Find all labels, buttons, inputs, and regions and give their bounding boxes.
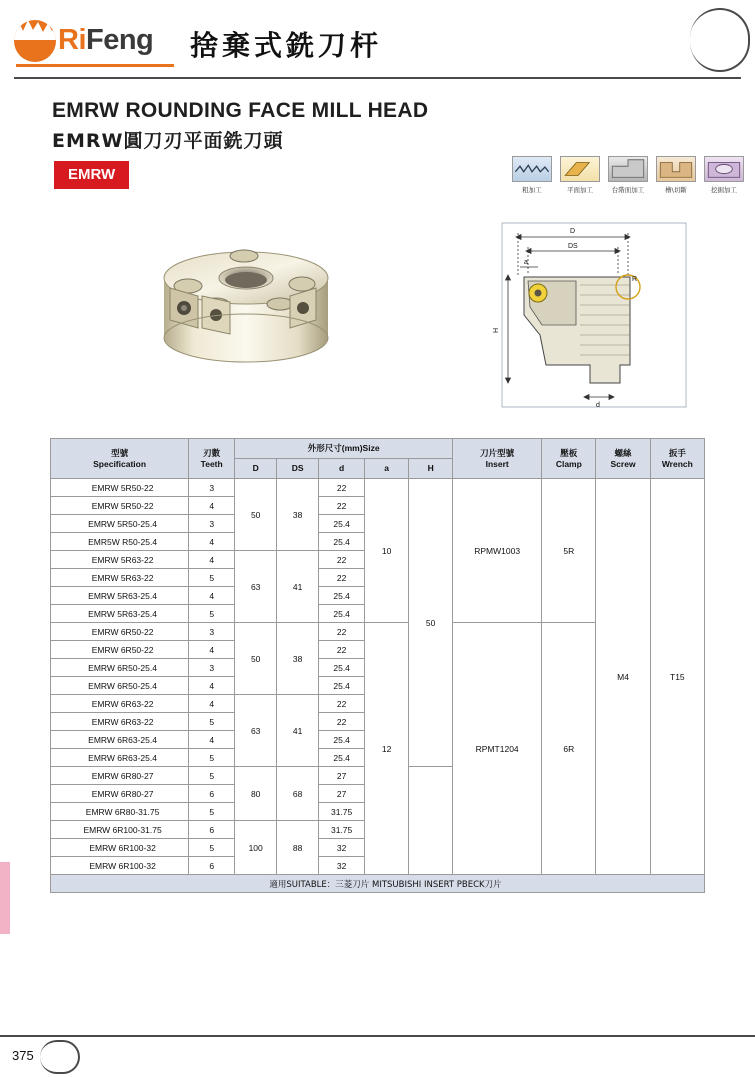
header-size-group: 外形尺寸(mm)Size — [235, 439, 453, 459]
cell-wrench: T15 — [650, 479, 704, 875]
rough-machining-glyph — [513, 157, 551, 181]
cell-d: 22 — [319, 641, 365, 659]
cell-spec: EMRW 6R63-25.4 — [51, 731, 189, 749]
cell-spec: EMRW 6R100-32 — [51, 839, 189, 857]
cell-teeth: 5 — [189, 605, 235, 623]
cell-d: 22 — [319, 713, 365, 731]
cell-d: 25.4 — [319, 515, 365, 533]
icon-caption: 台階面加工 — [611, 186, 645, 194]
cell-DS: 38 — [277, 623, 319, 695]
header-size-D: D — [235, 459, 277, 479]
spec-table-body — [51, 479, 705, 893]
cell-H: 50 — [409, 479, 453, 767]
cell-d: 25.4 — [319, 587, 365, 605]
cell-spec: EMRW 5R63-22 — [51, 569, 189, 587]
header-specification-en: Specification — [93, 458, 147, 469]
cell-clamp: 5R — [542, 479, 596, 623]
header-clamp-cn: 壓板 — [560, 447, 578, 458]
header-teeth — [189, 439, 235, 479]
icon-caption: 槽\切斷 — [665, 186, 687, 194]
cell-spec: EMRW 5R50-22 — [51, 479, 189, 497]
header-size-d: d — [319, 459, 365, 479]
cell-DS: 88 — [277, 821, 319, 875]
product-photo-illustration — [140, 216, 350, 406]
cell-D: 100 — [235, 821, 277, 875]
step-face-machining-icon — [608, 156, 648, 182]
cell-d: 22 — [319, 551, 365, 569]
header-screw-cn: 螺絲 — [614, 447, 632, 458]
logo-word-feng: Feng — [86, 24, 154, 56]
cell-teeth: 4 — [189, 641, 235, 659]
rough-machining-icon — [512, 156, 552, 182]
cell-DS: 38 — [277, 479, 319, 551]
cell-d: 25.4 — [319, 659, 365, 677]
header-screw — [596, 439, 650, 479]
icon-caption: 平面加工 — [567, 186, 593, 194]
cell-spec: EMRW 6R50-25.4 — [51, 677, 189, 695]
logo-underline — [16, 64, 174, 67]
icon-item-step-face — [608, 156, 648, 194]
cell-a: 12 — [365, 623, 409, 875]
cell-d: 25.4 — [319, 605, 365, 623]
cell-insert: RPMT1204 — [453, 623, 542, 875]
cell-spec: EMRW 6R80-27 — [51, 785, 189, 803]
groove-cutoff-icon — [656, 156, 696, 182]
header-specification — [51, 439, 189, 479]
technical-drawing-svg — [480, 215, 710, 415]
cell-d: 32 — [319, 857, 365, 875]
header-size-DS: DS — [277, 459, 319, 479]
face-machining-icon — [560, 156, 600, 182]
cell-teeth: 6 — [189, 821, 235, 839]
cell-d: 25.4 — [319, 731, 365, 749]
cell-d: 27 — [319, 767, 365, 785]
pocket-machining-glyph — [705, 157, 743, 181]
cell-spec: EMRW 6R100-31.75 — [51, 821, 189, 839]
cell-d: 25.4 — [319, 749, 365, 767]
cell-teeth: 3 — [189, 623, 235, 641]
face-machining-glyph — [561, 157, 599, 181]
cell-teeth: 5 — [189, 767, 235, 785]
cell-spec: EMRW 6R50-22 — [51, 641, 189, 659]
footer-corner-curve — [40, 1040, 80, 1074]
groove-cutoff-glyph — [657, 157, 695, 181]
header-insert-en: Insert — [485, 458, 509, 469]
cell-d: 27 — [319, 785, 365, 803]
cell-d: 22 — [319, 623, 365, 641]
cell-teeth: 4 — [189, 695, 235, 713]
header-insert-cn: 刀片型號 — [480, 447, 515, 458]
cell-D: 50 — [235, 623, 277, 695]
header-size-H: H — [409, 459, 453, 479]
cell-teeth: 3 — [189, 515, 235, 533]
icon-item-groove-cutoff — [656, 156, 696, 194]
logo-mark-icon — [14, 20, 56, 62]
table-note-row — [51, 875, 705, 893]
cell-d: 22 — [319, 569, 365, 587]
cell-D: 50 — [235, 479, 277, 551]
cell-d: 31.75 — [319, 803, 365, 821]
cell-D: 63 — [235, 695, 277, 767]
cell-d: 32 — [319, 839, 365, 857]
technical-drawing — [480, 215, 710, 415]
cell-spec: EMRW 5R50-25.4 — [51, 515, 189, 533]
cell-teeth: 6 — [189, 857, 235, 875]
header-teeth-cn: 刃數 — [203, 447, 221, 458]
icon-item-face-machining — [560, 156, 600, 194]
step-face-glyph — [609, 157, 647, 181]
logo-wordmark — [58, 24, 153, 57]
header-wrench-cn: 扳手 — [668, 447, 686, 458]
cell-spec: EMRW 6R100-32 — [51, 857, 189, 875]
drawing-label-d: d — [596, 402, 600, 409]
pocket-machining-icon — [704, 156, 744, 182]
icon-item-rough-machining — [512, 156, 552, 194]
cell-teeth: 4 — [189, 533, 235, 551]
cell-teeth: 5 — [189, 803, 235, 821]
header-clamp — [542, 439, 596, 479]
footer-divider — [0, 1035, 755, 1037]
cell-spec: EMRW 6R80-27 — [51, 767, 189, 785]
header-specification-cn: 型號 — [111, 447, 129, 458]
cell-d: 22 — [319, 497, 365, 515]
cell-teeth: 3 — [189, 479, 235, 497]
cell-spec: EMRW 5R63-22 — [51, 551, 189, 569]
series-badge: EMRW — [54, 161, 129, 189]
header-row-1 — [51, 439, 705, 459]
drawing-label-H: H — [493, 327, 500, 333]
drawing-label-DS: DS — [568, 243, 578, 250]
application-icon-strip — [512, 156, 744, 204]
cell-d: 25.4 — [319, 677, 365, 695]
logo-word-ri: Ri — [58, 24, 86, 56]
header-wrench — [650, 439, 704, 479]
cell-D: 63 — [235, 551, 277, 623]
spec-table-head — [51, 439, 705, 479]
cell-DS: 68 — [277, 767, 319, 821]
cell-teeth: 4 — [189, 587, 235, 605]
cell-teeth: 4 — [189, 551, 235, 569]
drawing-label-R: R — [632, 276, 638, 283]
spec-table-wrapper — [50, 438, 705, 893]
cell-spec: EMRW 5R63-25.4 — [51, 587, 189, 605]
cell-spec: EMR5W R50-25.4 — [51, 533, 189, 551]
header-wrench-en: Wrench — [661, 458, 693, 469]
header-corner-curve — [690, 8, 750, 72]
header-teeth-en: Teeth — [200, 458, 223, 469]
logo-teeth-icon — [14, 20, 56, 40]
side-color-tab — [0, 862, 10, 934]
cell-teeth: 4 — [189, 731, 235, 749]
cell-screw: M4 — [596, 479, 650, 875]
cell-DS: 41 — [277, 551, 319, 623]
cell-D: 80 — [235, 767, 277, 821]
cell-teeth: 4 — [189, 677, 235, 695]
cell-teeth: 3 — [189, 659, 235, 677]
header-size-a: a — [365, 459, 409, 479]
cell-teeth: 5 — [189, 569, 235, 587]
cell-spec: EMRW 5R63-25.4 — [51, 605, 189, 623]
cell-d: 22 — [319, 479, 365, 497]
cell-spec: EMRW 6R80-31.75 — [51, 803, 189, 821]
cell-teeth: 5 — [189, 749, 235, 767]
drawing-label-D: D — [570, 228, 576, 235]
cell-spec: EMRW 6R63-22 — [51, 713, 189, 731]
icon-caption: 挖掘加工 — [711, 186, 737, 194]
cell-teeth: 6 — [189, 785, 235, 803]
cell-d: 31.75 — [319, 821, 365, 839]
page-title-cn: EMRW圓刀刃平面銑刀頭 — [52, 130, 284, 152]
cell-DS: 41 — [277, 695, 319, 767]
header-divider — [14, 77, 741, 79]
spec-table — [50, 438, 705, 893]
page-title-en: EMRW ROUNDING FACE MILL HEAD — [52, 99, 429, 122]
cell-d: 22 — [319, 695, 365, 713]
cell-spec: EMRW 6R63-22 — [51, 695, 189, 713]
cell-spec: EMRW 6R63-25.4 — [51, 749, 189, 767]
brand-logo — [14, 18, 174, 66]
product-photo — [140, 216, 350, 406]
page-number: 375 — [12, 1048, 34, 1063]
cell-a: 10 — [365, 479, 409, 623]
icon-caption: 粗加工 — [522, 186, 542, 194]
cell-spec: EMRW 6R50-22 — [51, 623, 189, 641]
cell-insert: RPMW1003 — [453, 479, 542, 623]
header-title-cn: 捨棄式銑刀杆 — [190, 29, 383, 62]
cell-teeth: 5 — [189, 713, 235, 731]
table-row — [51, 479, 705, 497]
cell-teeth: 5 — [189, 839, 235, 857]
cell-teeth: 4 — [189, 497, 235, 515]
cell-spec: EMRW 6R50-25.4 — [51, 659, 189, 677]
cell-clamp: 6R — [542, 623, 596, 875]
icon-item-pocket-machining — [704, 156, 744, 194]
header-clamp-en: Clamp — [555, 458, 582, 469]
cell-spec: EMRW 5R50-22 — [51, 497, 189, 515]
cell-d: 25.4 — [319, 533, 365, 551]
drawing-label-a: a — [524, 259, 528, 266]
table-note: 適用SUITABLE：三菱刀片 MITSUBISHI INSERT PBECK刀片 — [51, 875, 705, 893]
page-header — [0, 0, 755, 80]
header-screw-en: Screw — [610, 458, 636, 469]
header-insert — [453, 439, 542, 479]
